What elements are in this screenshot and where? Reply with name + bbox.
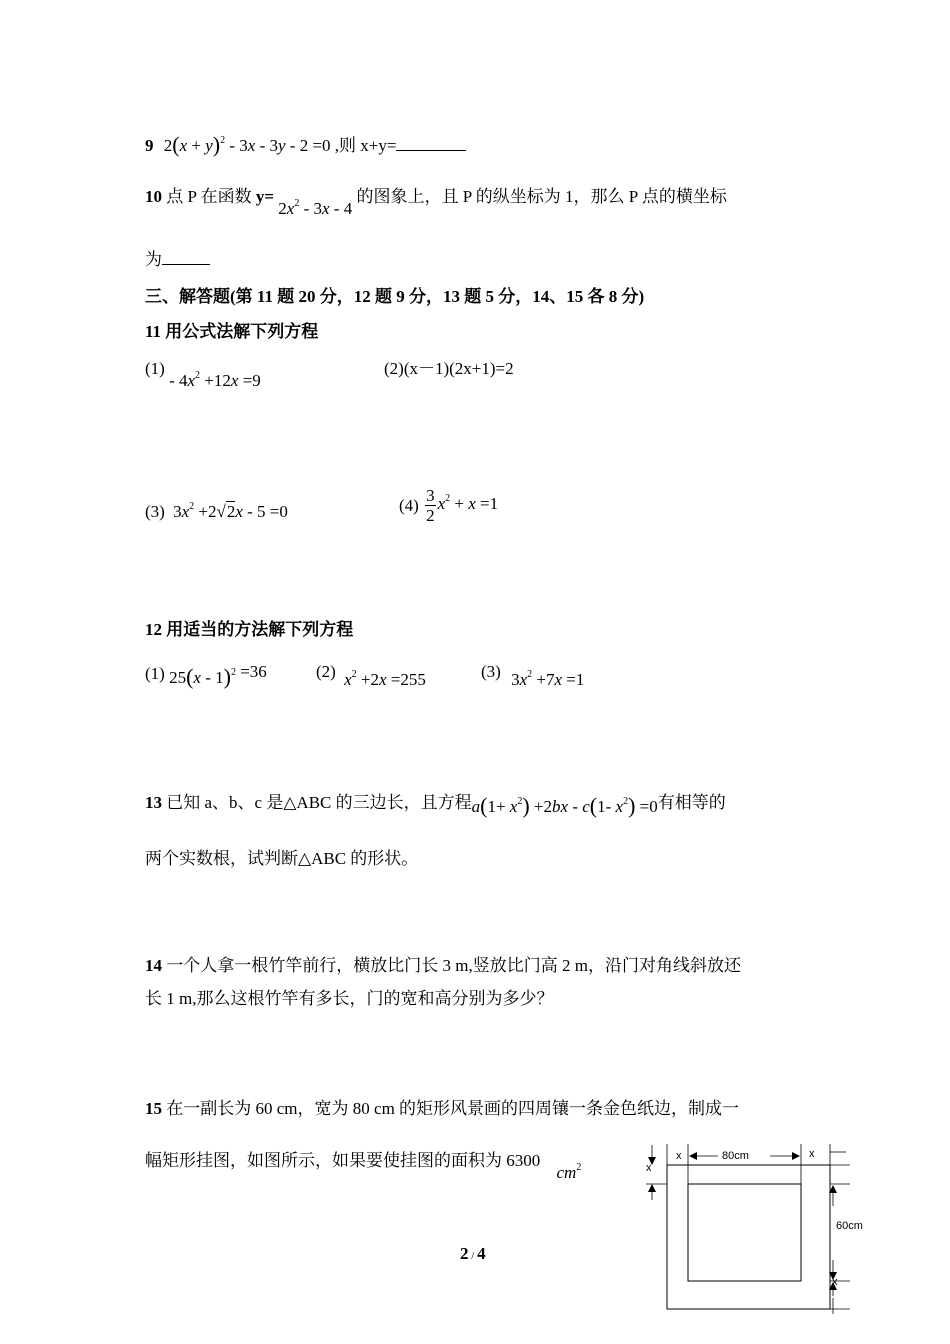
eq-part: ( (186, 664, 194, 689)
eq-part: =1 (562, 670, 585, 689)
eq-part: a (471, 797, 481, 816)
y-label: y= (255, 187, 275, 206)
eq-part: 2 (230, 667, 236, 678)
eq-part: c (582, 797, 590, 816)
eq-part: 2 (195, 370, 201, 381)
q11-part-4 (399, 486, 498, 525)
question-text: 有相等的 (657, 793, 726, 812)
equation (169, 371, 261, 390)
eq-part: 2 (163, 136, 173, 155)
eq-part: + (187, 136, 206, 155)
eq-part: x (193, 668, 201, 687)
part-label: (4) (399, 496, 419, 516)
eq-part: ( (172, 132, 180, 157)
outer-frame (667, 1165, 830, 1309)
eq-part: b (552, 797, 561, 816)
part-label: (1) (145, 359, 165, 378)
function-expression (278, 199, 356, 218)
eq-part: - 4 (329, 199, 353, 218)
equation (169, 662, 267, 689)
question-11-title: 11 用公式法解下列方程 (145, 322, 319, 341)
question-text: 为 (145, 250, 162, 269)
question-number: 14 (145, 956, 162, 975)
current-page: 2 (460, 1244, 469, 1263)
eq-part: =36 (235, 662, 267, 681)
part-label: (2) (316, 662, 336, 681)
question-text: 已知 a、b、c 是△ABC 的三边长，且方程 (162, 793, 472, 812)
eq-part: x (344, 670, 352, 689)
eq-part: x (235, 502, 243, 521)
x-label-left: x (646, 1162, 652, 1174)
eq-part: ( (589, 793, 598, 818)
eq-part: 2 (226, 502, 236, 521)
question-text: ,则 x+y= (334, 136, 397, 155)
sqrt-symbol: √ (216, 502, 226, 521)
x-label-bottom-right: x (832, 1276, 838, 1288)
eq-part: - (568, 797, 583, 816)
part-label: (3) (145, 502, 165, 521)
equation (471, 793, 658, 818)
question-text: 一个人拿一根竹竿前行，横放比门长 3 m,竖放比门高 2 m，沿门对角线斜放还 (162, 956, 741, 975)
eq-part: x (230, 371, 239, 390)
q11-part-1 (145, 358, 261, 390)
eq-part: ) (212, 132, 221, 157)
question-15 (145, 1098, 739, 1120)
eq-part: 2 (220, 135, 226, 146)
eq-part: - 5 =0 (242, 502, 288, 521)
eq-part: - 1 (200, 668, 224, 687)
page-number (460, 1244, 486, 1264)
eq-part: 1+ (487, 797, 510, 816)
question-text: 的图象上，且 P 的纵坐标为 1，那么 P 点的横坐标 (356, 187, 727, 206)
eq-part: =255 (386, 670, 426, 689)
fraction (425, 486, 436, 525)
eq-part: - 4 (169, 371, 188, 390)
eq-part: +2 (194, 502, 217, 521)
eq-part: =0 (635, 797, 658, 816)
eq-part: x (181, 502, 190, 521)
question-text: 在一副长为 60 cm，宽为 80 cm 的矩形风景画的四周镶一条金色纸边，制成一 (162, 1099, 740, 1118)
eq-part: x (554, 670, 563, 689)
equation (344, 670, 426, 689)
eq-part: y (205, 136, 213, 155)
eq-part: - 3 (255, 136, 278, 155)
height-label: 60cm (836, 1220, 863, 1232)
eq-part: 2 (527, 669, 533, 680)
q12-part-1 (145, 661, 267, 688)
eq-part: +12 (200, 371, 231, 390)
question-9 (145, 133, 466, 160)
part-label: (1) (145, 664, 165, 683)
question-10 (145, 186, 727, 218)
q12-part-2 (316, 661, 426, 689)
equation (163, 132, 335, 157)
page-separator: / (468, 1250, 478, 1262)
eq-part: - 3 (225, 136, 248, 155)
equation (511, 670, 584, 689)
eq-part: 2 (351, 669, 357, 680)
eq-part: 2 (445, 493, 451, 505)
eq-part: + (450, 494, 469, 514)
eq-part: x (519, 670, 528, 689)
eq-part: x (179, 136, 188, 155)
inner-picture (688, 1184, 801, 1281)
eq-part: x (509, 797, 518, 816)
eq-part: x (437, 494, 446, 514)
eq-part: =9 (238, 371, 261, 390)
eq-part: 2 (189, 501, 195, 512)
question-15-line2 (145, 1150, 582, 1182)
question-number: 10 (145, 187, 162, 206)
eq-part: y (277, 136, 286, 155)
frame-figure (640, 1140, 870, 1315)
section-title: 三、解答题(第 11 题 20 分，12 题 9 分，13 题 5 分，14、15 各 8 分) (145, 287, 645, 306)
q12-part-3 (481, 661, 585, 689)
eq-part: +2 (529, 797, 553, 816)
eq-part: 2 (623, 796, 629, 807)
total-pages: 4 (477, 1244, 486, 1263)
question-10-line2 (145, 249, 210, 271)
equation (173, 502, 288, 521)
eq-part: 2 (294, 198, 300, 209)
eq-part: x (468, 494, 476, 514)
eq-part: 3 (173, 502, 182, 521)
eq-part: 1- (597, 797, 616, 816)
eq-part: x (615, 797, 624, 816)
eq-part: 2 (517, 796, 523, 807)
eq-part: 25 (169, 668, 187, 687)
question-13 (145, 790, 726, 817)
unit-exponent: 2 (576, 1162, 582, 1173)
question-number: 15 (145, 1099, 162, 1118)
eq-part: x (187, 371, 196, 390)
eq-part: +2 (356, 670, 379, 689)
question-text: 幅矩形挂图，如图所示，如果要使挂图的面积为 6300 (145, 1151, 541, 1170)
question-12-title: 12 用适当的方法解下列方程 (145, 620, 354, 639)
eq-part: - 3 (299, 199, 322, 218)
x-label-top-right: x (809, 1148, 815, 1160)
question-14-line2: 长 1 m,那么这根竹竿有多长，门的宽和高分别为多少？ (145, 989, 554, 1008)
answer-blank[interactable] (162, 249, 210, 265)
question-14 (145, 955, 741, 977)
question-number: 9 (145, 136, 154, 155)
equation (438, 494, 499, 513)
numerator: 3 (426, 486, 435, 505)
eq-part: =1 (475, 494, 499, 514)
x-label-top-left: x (676, 1150, 682, 1162)
part-label: (3) (481, 662, 501, 681)
eq-part: x (560, 797, 569, 816)
eq-part: ( (480, 793, 488, 818)
question-text: 点 P 在函数 (162, 187, 256, 206)
unit-text: cm (556, 1163, 577, 1182)
eq-part: 3 (511, 670, 520, 689)
q11-part-2: (2)(x－1)(2x+1)=2 (384, 359, 514, 378)
eq-part: 2 (278, 199, 287, 218)
eq-part: x (247, 136, 256, 155)
eq-part: x (286, 199, 295, 218)
unit (557, 1163, 582, 1182)
eq-part: ) (628, 793, 636, 818)
width-label: 80cm (722, 1150, 749, 1162)
denominator: 2 (426, 506, 435, 525)
eq-part: ) (223, 664, 231, 689)
eq-part: ) (522, 793, 530, 818)
eq-part: x (378, 670, 387, 689)
eq-part: +7 (532, 670, 555, 689)
eq-part: - 2 =0 (285, 136, 331, 155)
q11-part-3 (145, 501, 288, 526)
answer-blank[interactable] (396, 135, 466, 151)
question-number: 13 (145, 793, 162, 812)
question-13-line2: 两个实数根，试判断△ABC 的形状。 (145, 849, 419, 868)
eq-part: x (321, 199, 330, 218)
